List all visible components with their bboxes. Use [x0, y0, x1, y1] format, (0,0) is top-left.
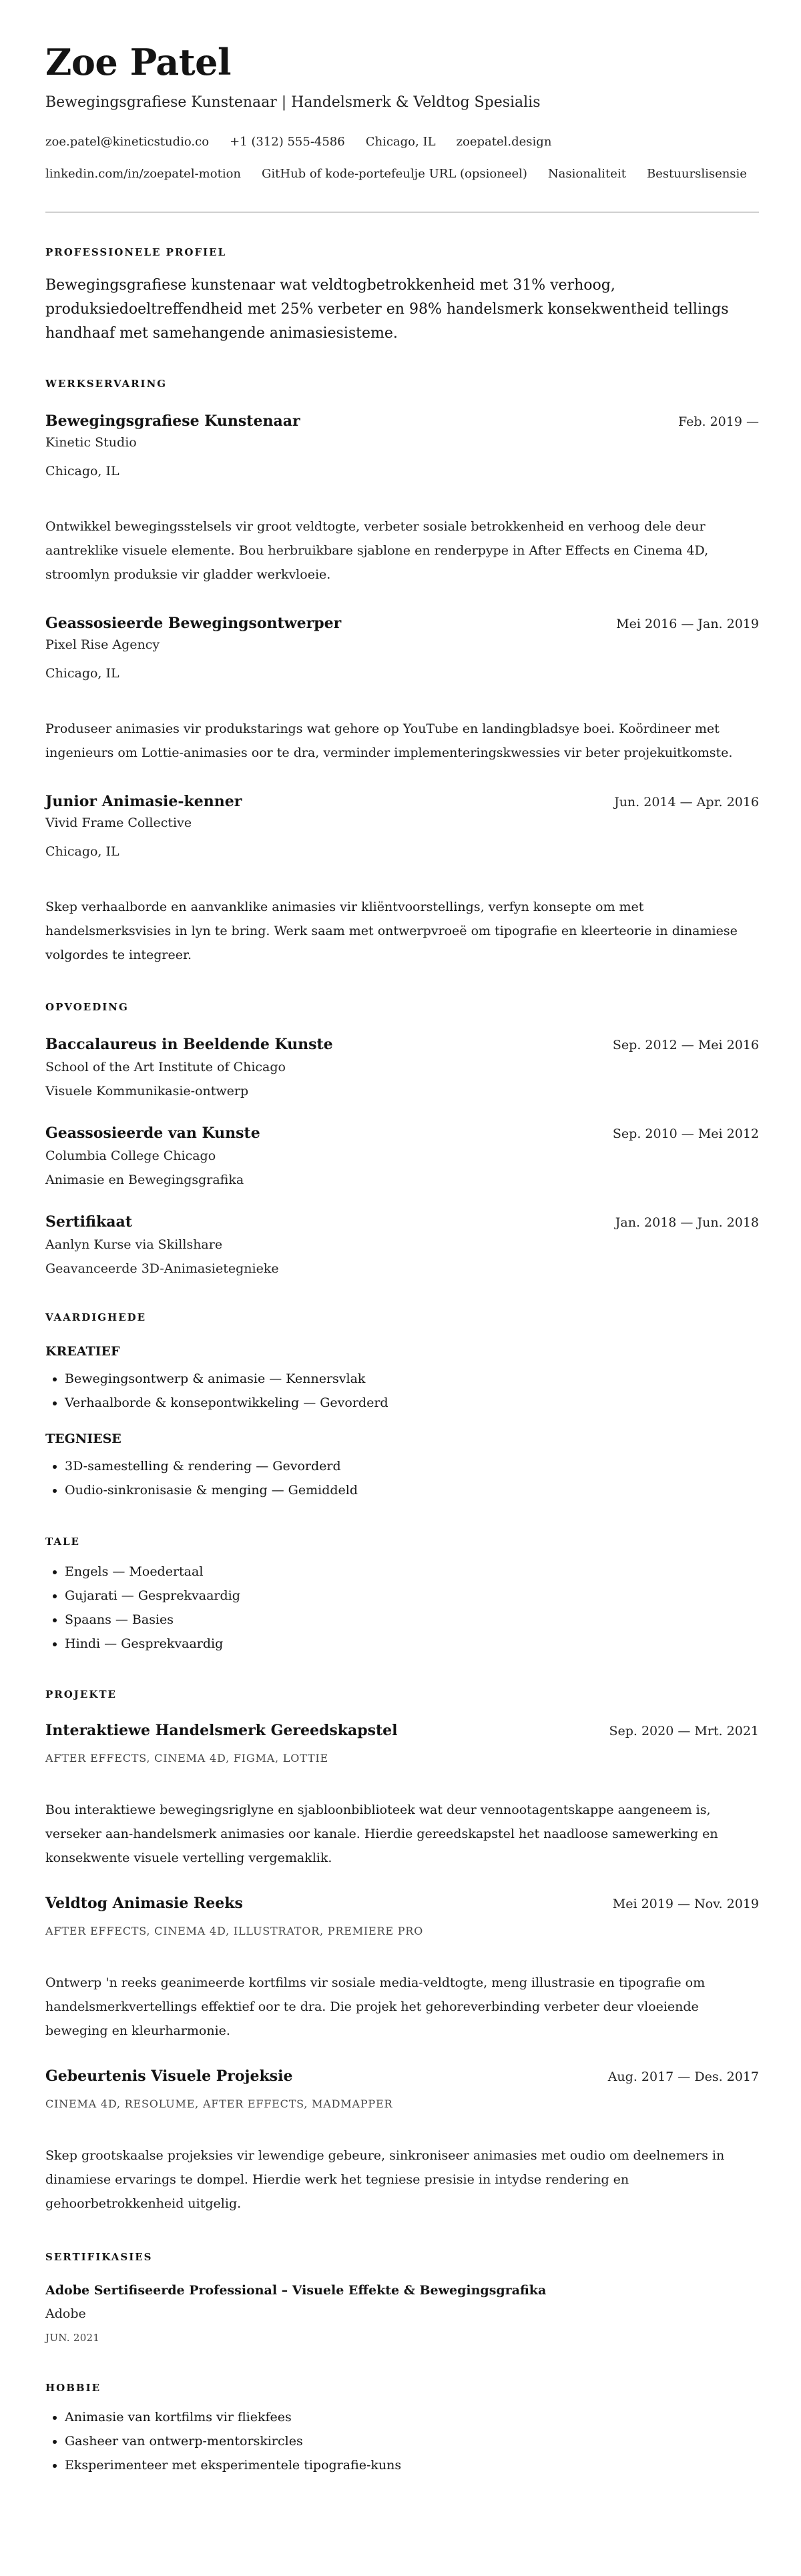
job-dates: Jun. 2014 — Apr. 2016 — [614, 795, 759, 810]
skill-list — [45, 1454, 759, 1502]
education-entry — [45, 1123, 759, 1189]
school-name: Aanlyn Kurse via Skillshare — [45, 1237, 223, 1252]
skill-group-title: TEGNIESE — [45, 1431, 121, 1446]
skill-item: • Oudio-sinkronisasie & menging — Gemiddeld — [65, 1478, 759, 1502]
project-name: Veldtog Animasie Reeks — [45, 1895, 243, 1912]
skill-item: • Verhaalborde & konsepontwikkeling — Gevorderd — [65, 1391, 759, 1415]
job-title: Bewegingsgrafiese Kunstenaar — [45, 412, 300, 430]
education-entry — [45, 1034, 759, 1100]
certification-date: JUN. 2021 — [45, 2332, 100, 2344]
languages-section — [45, 1535, 759, 1656]
hobbies-section — [45, 2381, 759, 2477]
education-dates: Sep. 2010 — Mei 2012 — [612, 1126, 759, 1141]
project-name: Interaktiewe Handelsmerk Gereedskapstel — [45, 1722, 398, 1739]
degree-title: Sertifikaat — [45, 1213, 132, 1231]
contact-website[interactable]: zoepatel.design — [456, 135, 552, 149]
entry-header — [45, 613, 759, 634]
entry-header — [45, 2066, 759, 2087]
certification-entry — [45, 2282, 759, 2346]
entry-header — [45, 411, 759, 432]
entry-header — [45, 791, 759, 812]
skill-group — [45, 1343, 759, 1415]
language-item: • Hindi — Gesprekvaardig — [65, 1632, 759, 1656]
project-dates: Aug. 2017 — Des. 2017 — [607, 2069, 759, 2084]
project-name: Gebeurtenis Visuele Projeksie — [45, 2067, 293, 2085]
hobby-item: • Eksperimenteer met eksperimentele tipografie-kuns — [65, 2453, 759, 2477]
entry-header — [45, 1034, 759, 1055]
job-description: Produseer animasies vir produkstarings wat gehore op YouTube en landingbladsye boei. Koördineer met ingenieurs om Lottie-animasies oor te dra, verminder implementeringskwessies vir beter projekuitkomste. — [45, 721, 733, 760]
section-title: VAARDIGHEDE — [45, 1311, 147, 1323]
contact-phone[interactable]: +1 (312) 555-4586 — [230, 135, 345, 149]
language-item: • Gujarati — Gesprekvaardig — [65, 1584, 759, 1608]
contact-email[interactable]: zoe.patel@kineticstudio.co — [45, 135, 210, 149]
project-description: Ontwerp 'n reeks geanimeerde kortfilms vir sosiale media-veldtogte, meng illustrasie en tipografie om handelsmerkvertellings effektief oor te dra. Die projek het gehoreverbinding verbeter deur vloeiende beweging en kleurharmonie. — [45, 1975, 706, 2038]
contact-linkedin[interactable]: linkedin.com/in/zoepatel-motion — [45, 167, 242, 181]
job-dates: Feb. 2019 — — [678, 414, 759, 429]
candidate-name: Zoe Patel — [45, 41, 232, 83]
profile-section — [45, 246, 759, 346]
project-entry — [45, 2066, 759, 2216]
education-section — [45, 1000, 759, 1278]
school-name: Columbia College Chicago — [45, 1149, 216, 1163]
field-of-study: Visuele Kommunikasie-ontwerp — [45, 1084, 249, 1098]
section-title: TALE — [45, 1536, 80, 1548]
job-location: Chicago, IL — [45, 464, 119, 478]
hobby-list — [45, 2405, 759, 2477]
experience-entry — [45, 411, 759, 587]
section-title: PROJEKTE — [45, 1688, 117, 1700]
project-tech-stack: AFTER EFFECTS, CINEMA 4D, ILLUSTRATOR, PREMIERE PRO — [45, 1925, 424, 1937]
degree-title: Geassosieerde van Kunste — [45, 1124, 260, 1142]
job-location: Chicago, IL — [45, 666, 119, 681]
header-divider — [45, 212, 759, 213]
section-title: HOBBIE — [45, 2382, 101, 2394]
skills-section — [45, 1311, 759, 1502]
section-title: PROFESSIONELE PROFIEL — [45, 246, 227, 258]
skill-item: • 3D-samestelling & rendering — Gevorderd — [65, 1454, 759, 1478]
job-description: Ontwikkel bewegingsstelsels vir groot veldtogte, verbeter sosiale betrokkenheid en verhoog dele deur aantreklike visuele elemente. Bou herbruikbare sjablone en renderpype in After Effects en Cinema 4D, stroomlyn produksie vir gladder werkvloeie. — [45, 519, 709, 582]
project-entry — [45, 1893, 759, 2043]
field-of-study: Geavanceerde 3D-Animasietegnieke — [45, 1261, 279, 1276]
degree-title: Baccalaureus in Beeldende Kunste — [45, 1036, 333, 1053]
contact-license: Bestuurslisensie — [646, 167, 747, 181]
company-name: Kinetic Studio — [45, 435, 137, 450]
certification-name: Adobe Sertifiseerde Professional – Visuele Effekte & Bewegingsgrafika — [45, 2283, 547, 2298]
education-dates: Jan. 2018 — Jun. 2018 — [615, 1215, 759, 1230]
education-entry — [45, 1212, 759, 1278]
projects-section — [45, 1688, 759, 2216]
contact-nationality: Nasionaliteit — [547, 167, 626, 181]
contact-location: Chicago, IL — [365, 135, 436, 149]
experience-entry — [45, 791, 759, 967]
project-description: Skep grootskaalse projeksies vir lewendige gebeure, sinkroniseer animasies met oudio om deelnemers in dinamiese ervarings te dompel. Hierdie werk het tegniese presisie in intydse rendering en gehoorbetrokkenheid uitgelig. — [45, 2148, 725, 2211]
skill-list — [45, 1367, 759, 1415]
certifications-section — [45, 2250, 759, 2346]
section-title: OPVOEDING — [45, 1001, 129, 1013]
company-name: Vivid Frame Collective — [45, 816, 192, 830]
profile-summary: Bewegingsgrafiese kunstenaar wat veldtogbetrokkenheid met 31% verhoog, produksiedoeltreffendheid met 25% verbeter en 98% handelsmerk konsekwentheid tellings handhaaf met samehangende animasiesisteme. — [45, 277, 729, 342]
entry-header — [45, 1123, 759, 1144]
entry-header — [45, 1212, 759, 1233]
resume-header — [45, 41, 759, 184]
school-name: School of the Art Institute of Chicago — [45, 1060, 286, 1074]
certification-issuer: Adobe — [45, 2306, 86, 2321]
project-description: Bou interaktiewe bewegingsriglyne en sjabloonbiblioteek wat deur vennootagentskappe aangeneem is, verseker aan-handelsmerk animasies oor kanale. Hierdie gereedskapstel het naadloose samewerking en konsekwente visuele vertelling vergemaklik. — [45, 1803, 718, 1865]
language-item: • Engels — Moedertaal — [65, 1560, 759, 1584]
candidate-headline: Bewegingsgrafiese Kunstenaar | Handelsmerk & Veldtog Spesialis — [45, 94, 541, 111]
job-description: Skep verhaalborde en aanvanklike animasies vir kliëntvoorstellings, verfyn konsepte om met handelsmerksvisies in lyn te bring. Werk saam met ontwerpvroeë om tipografie en kleerteorie in dinamiese volgordes te integreer. — [45, 900, 738, 962]
job-title: Geassosieerde Bewegingsontwerper — [45, 615, 342, 632]
skill-group — [45, 1430, 759, 1502]
section-title: SERTIFIKASIES — [45, 2251, 153, 2263]
job-title: Junior Animasie-kenner — [45, 793, 242, 810]
language-list — [45, 1560, 759, 1656]
project-tech-stack: AFTER EFFECTS, CINEMA 4D, FIGMA, LOTTIE — [45, 1752, 328, 1764]
section-title: WERKSERVARING — [45, 378, 168, 390]
skill-group-title: KREATIEF — [45, 1344, 120, 1359]
job-dates: Mei 2016 — Jan. 2019 — [616, 617, 759, 631]
language-item: • Spaans — Basies — [65, 1608, 759, 1632]
entry-header — [45, 1893, 759, 1914]
job-location: Chicago, IL — [45, 844, 119, 859]
field-of-study: Animasie en Bewegingsgrafika — [45, 1173, 244, 1187]
project-tech-stack: CINEMA 4D, RESOLUME, AFTER EFFECTS, MADMAPPER — [45, 2098, 393, 2110]
experience-section — [45, 377, 759, 967]
entry-header — [45, 1720, 759, 1741]
project-entry — [45, 1720, 759, 1870]
contact-github: GitHub of kode-portefeulje URL (opsioneel) — [262, 167, 527, 181]
project-dates: Sep. 2020 — Mrt. 2021 — [609, 1724, 759, 1738]
experience-entry — [45, 613, 759, 765]
skill-item: • Bewegingsontwerp & animasie — Kennersvlak — [65, 1367, 759, 1391]
hobby-item: • Gasheer van ontwerp-mentorskircles — [65, 2429, 759, 2453]
contact-list — [45, 133, 759, 184]
project-dates: Mei 2019 — Nov. 2019 — [612, 1897, 759, 1911]
hobby-item: • Animasie van kortfilms vir fliekfees — [65, 2405, 759, 2429]
education-dates: Sep. 2012 — Mei 2016 — [612, 1038, 759, 1052]
company-name: Pixel Rise Agency — [45, 637, 160, 652]
